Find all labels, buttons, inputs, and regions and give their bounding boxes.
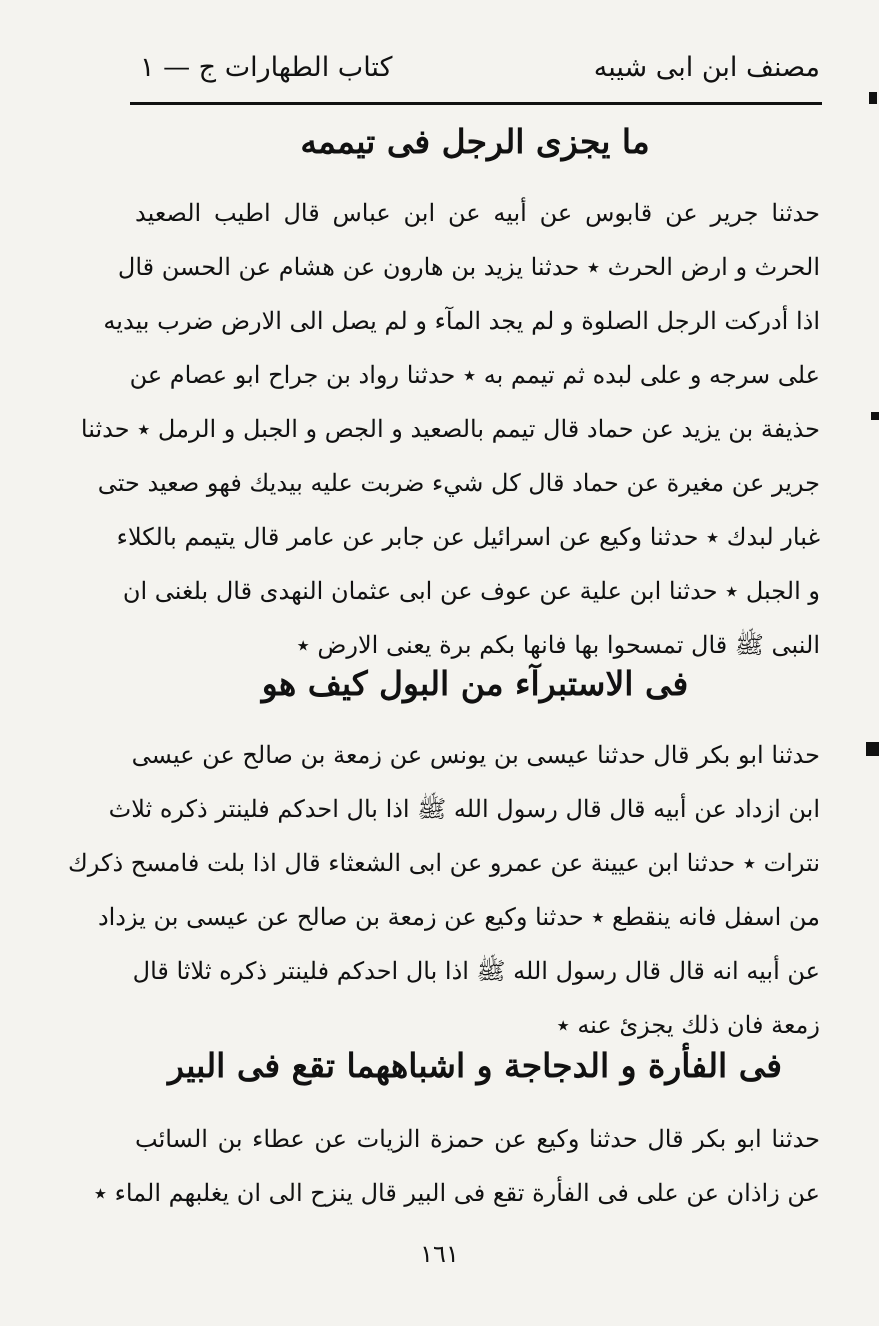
- text-line: عن زاذان عن على فى الفأرة تقع فى البير قال ينزح الى ان يغلبهم الماء ٭: [93, 1179, 820, 1207]
- text-line: نترات ٭ حدثنا ابن عيينة عن عمرو عن ابى الشعثاء قال اذا بلت فامسح ذكرك: [68, 849, 820, 877]
- text-line: حدثنا جرير عن قابوس عن أبيه عن ابن عباس قال اطيب الصعيد: [135, 199, 820, 227]
- text-line: غبار لبدك ٭ حدثنا وكيع عن اسرائيل عن جابر عن عامر قال يتيمم بالكلاء: [116, 523, 820, 551]
- text-line: حذيفة بن يزيد عن حماد قال تيمم بالصعيد و الجص و الجبل و الرمل ٭ حدثنا: [80, 415, 820, 443]
- text-line: و الجبل ٭ حدثنا ابن علية عن عوف عن ابى عثمان النهدى قال بلغنى ان: [122, 577, 820, 605]
- text-line: الحرث و ارض الحرث ٭ حدثنا يزيد بن هارون عن هشام عن الحسن قال: [117, 253, 820, 281]
- text-line: عن أبيه انه قال قال رسول الله ﷺ اذا بال احدكم فلينتر ذكره ثلاثا قال: [132, 957, 820, 985]
- section-body: [68, 728, 820, 1052]
- text-line: حدثنا ابو بكر قال حدثنا عيسى بن يونس عن زمعة بن صالح عن عيسى: [131, 741, 820, 769]
- text-line: على سرجه و على لبده ثم تيمم به ٭ حدثنا رواد بن جراح ابو عصام عن: [129, 361, 820, 389]
- margin-mark: [871, 412, 879, 420]
- section-title: فى الفأرة و الدجاجة و اشباههما تقع فى البير: [168, 1046, 782, 1085]
- margin-mark: [869, 92, 877, 104]
- text-line: النبى ﷺ قال تمسحوا بها فانها بكم برة يعنى الارض ٭: [296, 631, 820, 659]
- section-body: [80, 186, 820, 672]
- section-title: فى الاستبرآء من البول كيف هو: [261, 664, 689, 703]
- section-title: ما يجزى الرجل فى تيممه: [300, 122, 650, 161]
- running-header: [130, 52, 820, 100]
- text-line: من اسفل فانه ينقطع ٭ حدثنا وكيع عن زمعة بن صالح عن عيسى بن يزداد: [97, 903, 820, 931]
- margin-mark: [866, 742, 879, 756]
- book-title: مصنف ابن ابى شيبه: [593, 52, 820, 83]
- chapter-label: كتاب الطهارات ج — ١: [140, 52, 393, 83]
- text-line: ابن ازداد عن أبيه قال قال رسول الله ﷺ اذا بال احدكم فلينتر ذكره ثلاث: [108, 795, 820, 823]
- header-rule: [130, 102, 822, 105]
- text-line: زمعة فان ذلك يجزئ عنه ٭: [556, 1011, 820, 1039]
- page-number: ١٦١: [420, 1240, 459, 1268]
- text-line: حدثنا ابو بكر قال حدثنا وكيع عن حمزة الزيات عن عطاء بن السائب: [135, 1125, 820, 1153]
- section-body: [93, 1112, 820, 1220]
- text-line: اذا أدركت الرجل الصلوة و لم يجد المآء و لم يصل الى الارض ضرب بيديه: [103, 307, 820, 335]
- text-line: جرير عن مغيرة عن حماد قال كل شيء ضربت عليه بيديك فهو صعيد حتى: [97, 469, 820, 497]
